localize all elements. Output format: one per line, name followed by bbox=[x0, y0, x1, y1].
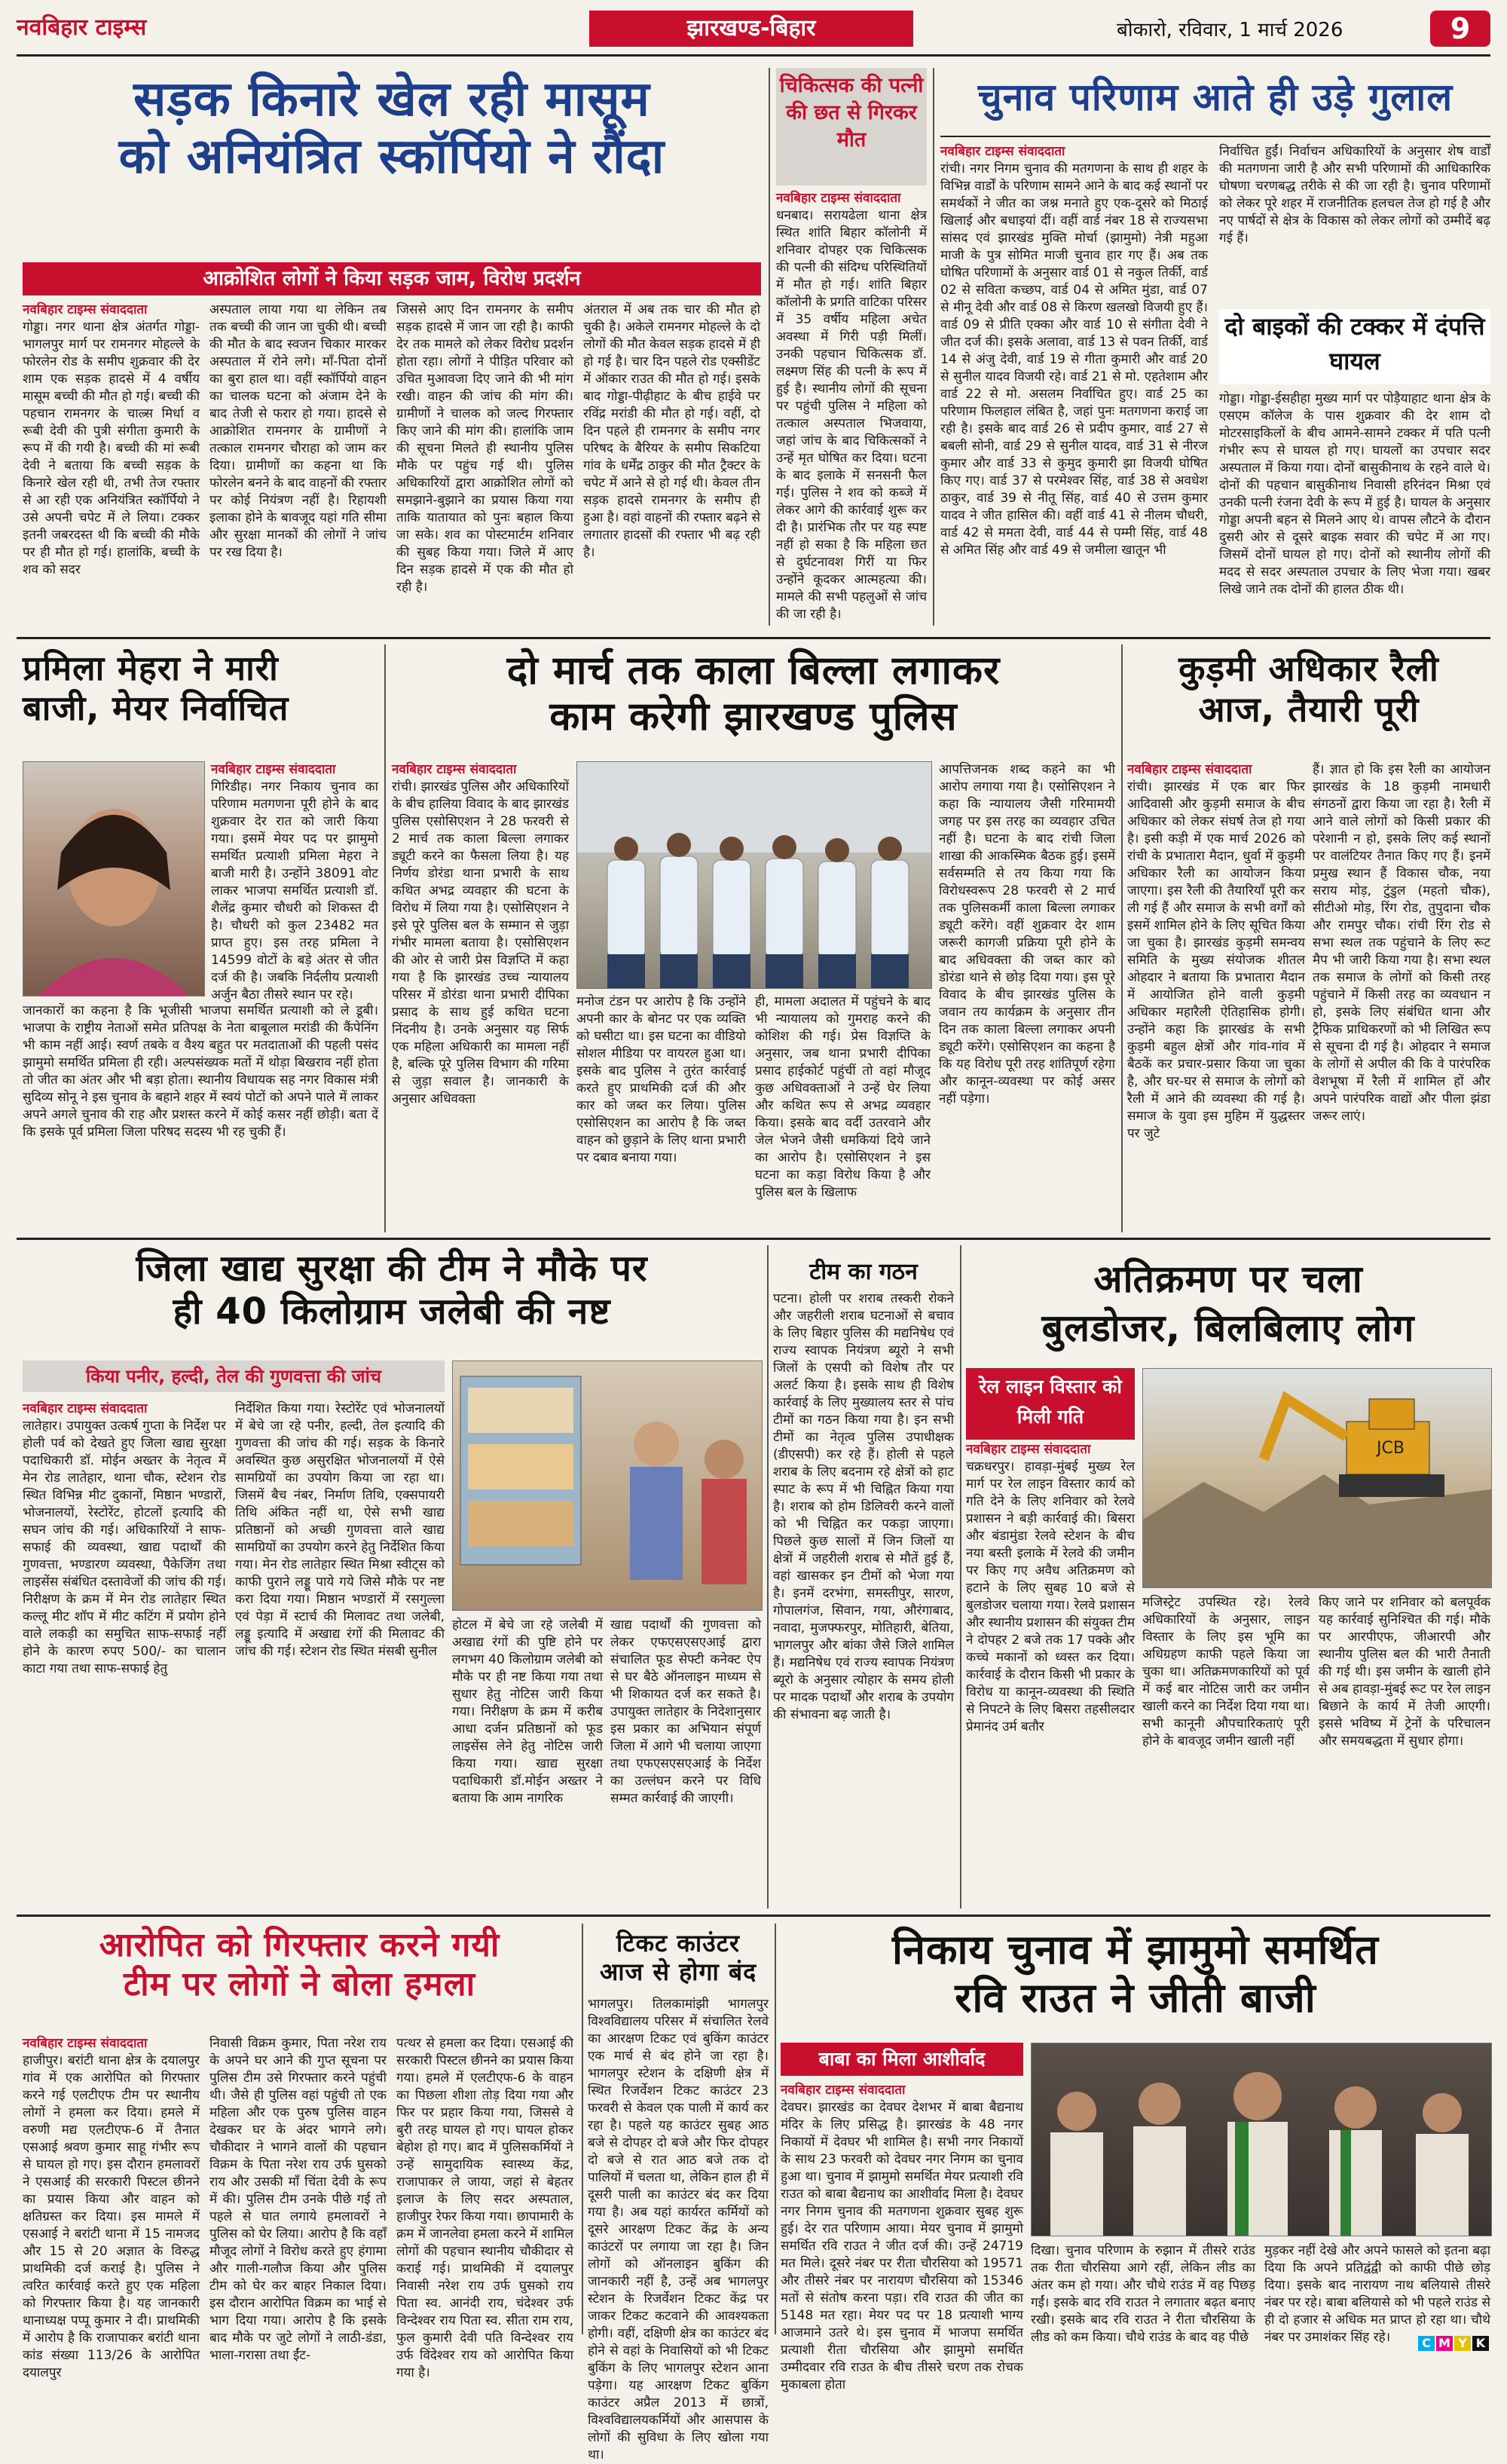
story5-headline bbox=[23, 648, 377, 728]
story2-byline: नवबिहार टाइम्स संवाददाता bbox=[776, 191, 901, 206]
story1-column-4: अंतराल में अब तक चार की मौत हो चुकी है। अकेले रामनगर मोहल्ले के दो लोगों की मौत केवल सड़क हादसे में ही हो गई है। चार दिन पहले रोड एक्सीडेंट में ऑकार राउत की मौत हो गई। इसके बाद गोड्डा-पीढ़ीहाट के बीच हाईवे पर रविंद्र मरांडी की मौत हो गई। वहीं, दो दिन पहले ही रामनगर के समीप नगर परिषद के बैरियर के समीप सिकटिया गांव के धर्मेंद्र ठाकुर की मौत ट्रैक्टर के चपेट में आने से हो गई थी। केवल तीन सड़क हादसे रामनगर के समीप ही हुआ है। वहां वाहनों की रफ्तार बढ़ने से लगातार हादसों की रफ्तार भी बढ़ रही है। bbox=[583, 302, 760, 560]
story3-column-2: निर्वाचित हुईं। निर्वाचन अधिकारियों के अनुसार शेष वार्डों की मतगणना जारी है और सभी परिणामों की आधिकारिक घोषणा चरणबद्ध तरीके से की जा रही है। चुनाव परिणामों को लेकर पूरे शहर में राजनीतिक हलचल तेज हो गई है और नए पार्षदों से क्षेत्र के विकास को लेकर लोगों को उम्मीदें बढ़ गई हैं। bbox=[1219, 144, 1490, 246]
column-divider bbox=[769, 68, 770, 626]
story1-text-1: गोड्डा। नगर थाना क्षेत्र अंतर्गत गोड्डा-भागलपुर मार्ग पर रामनगर मोहल्ले के फोरलेन रोड के समीप शुक्रवार की देर शाम एक सड़क हादसे में 4 वर्षीय मासूम बच्ची की मौत हो गई। बच्ची की पहचान रामनगर के चाल्र्स मिर्धा व रूबी देवी की पुत्री संगीता कुमारी के रूप में की गयी है। बच्ची की मां रूबी देवी ने बताया कि बच्ची सड़क के किनारे खेल रही थी, तभी तेज रफ्तार से आ रही एक अनियंत्रित स्कॉर्पियो ने उसे अपनी चपेट में ले लिया। टक्कर इतनी जबरदस्त थी कि बच्ची की मौके पर ही मौत हो गई। हालांकि, बच्ची के शव को सदर bbox=[23, 320, 200, 577]
story4-headline: दो बाइकों की टक्कर में दंपत्ति घायल bbox=[1219, 309, 1490, 384]
column-divider bbox=[775, 1924, 776, 2334]
story10-headline bbox=[966, 1255, 1490, 1353]
story1-column-1 bbox=[23, 301, 200, 618]
story3-column-1 bbox=[940, 143, 1208, 626]
story13-headline-line2: रवि राउत ने जीती बाजी bbox=[955, 1973, 1316, 2022]
story8-headline-line2: ही 40 किलोग्राम जलेबी की नष्ट bbox=[173, 1290, 611, 1333]
bulldozer-illustration bbox=[1143, 1369, 1491, 1587]
story12-headline-line1: टिकट काउंटर bbox=[616, 1929, 740, 1957]
story6-column-2: मनोज टंडन पर आरोप है कि उन्होंने अपनी कार के बोनट पर एक व्यक्ति को घसीटा था। इस घटना का वीडियो सोशल मीडिया पर वायरल हुआ था। इसके बाद पुलिस ने तुरंत कार्रवाई करते हुए प्राथमिकी दर्ज की और कार को जब्त कर लिया। पुलिस एसोसिएशन का आरोप है कि जब्त वाहन को छुड़ाने के लिए थाना प्रभारी पर दबाव बनाया गया। bbox=[576, 994, 746, 1165]
story2-headline: चिकित्सक की पत्नी की छत से गिरकर मौत bbox=[776, 68, 927, 185]
story6-column-4: आपत्तिजनक शब्द कहने का भी आरोप लगाया गया है। एसोसिएशन ने कहा कि न्यायालय जैसी गरिमामयी जगह पर इस तरह का व्यवहार उचित नहीं है। घटना के बाद रांची जिला शाखा की आकस्मिक बैठक हुई। इसमें सर्वसम्मति से तय किया गया कि विरोधस्वरूप 28 फरवरी से 2 मार्च तक पुलिसकर्मी काला बिल्ला लगाकर ड्यूटी करेंगे। वहीं शुक्रवार देर शाम जरूरी कागजी प्रक्रिया पूरी होने के बाद अधिवक्ता की जब्त कार को डोरंडा थाने से छोड़ दिया गया। इस पूरे विवाद के बीच झारखंड पुलिस के जवान तय कार्यक्रम के अनुसार तीन दिन तक काला बिल्ला लगाकर अपनी ड्यूटी करेंगे। एसोसिएशन का कहना है कि यह विरोध पूरी तरह शांतिपूर्ण रहेगा और कानून-व्यवस्था पर कोई असर नहीं पड़ेगा। bbox=[939, 762, 1115, 1107]
story13-headline bbox=[781, 1926, 1490, 2022]
story1-column-3: जिससे आए दिन रामनगर के समीप सड़क हादसे में जान जा रही है। काफी देर तक मामले को लेकर विरोध प्रदर्शन होता रहा। लोगों ने पीड़ित परिवार को उचित मुआवजा दिए जाने की भी मांग रखी। वाहन की जांच की मांग की। ग्रामीणों ने चालक को जल्द गिरफ्तार किए जाने की मांग की। हालांकि जाम की सूचना मिलते ही स्थानीय पुलिस मौके पर पहुंच गई थी। पुलिस अधिकारियों द्वारा आक्रोशित लोगों को समझाने-बुझाने का प्रयास किया गया ताकि यातायात को पुनः बहाल किया जा सके। शव का पोस्टमार्टम शनिवार की सुबह किया गया। जिले में आए दिन सड़क हादसे में एक की मौत हो रही है। bbox=[396, 302, 573, 595]
story6-headline-line1: दो मार्च तक काला बिल्ला लगाकर bbox=[506, 648, 1001, 693]
story13-subhead: बाबा का मिला आशीर्वाद bbox=[781, 2043, 1023, 2076]
story5-headline-line1: प्रमिला मेहरा ने मारी bbox=[23, 648, 279, 688]
page-number: 9 bbox=[1430, 11, 1490, 47]
story5-headline-line2: बाजी, मेयर निर्वाचित bbox=[23, 688, 289, 729]
black-mark: K bbox=[1472, 2336, 1489, 2351]
section-rule bbox=[17, 637, 1490, 639]
story1-headline bbox=[23, 72, 761, 185]
story10-column-3: किए जाने पर शनिवार को बलपूर्वक यह कार्रवाई सुनिश्चित की गई। मौके पर आरपीएफ, जीआरपी और स्थानीय पुलिस बल की भारी तैनाती की गई थी। इस जमीन के खाली होने से अब हावड़ा-मुंबई रूट पर रेल लाइन बिछाने के कार्य में तेजी आएगी। इससे भविष्य में ट्रेनों के परिचालन और समयबद्धता में सुधार होगा। bbox=[1319, 1595, 1490, 1749]
story4-column: गोड्डा। गोड्डा-ईसहीहा मुख्य मार्ग पर पोड़ैयाहाट थाना क्षेत्र के एसएम कॉलेज के पास शुक्रवार की देर शाम दो मोटरसाइकिलों के बीच आमने-सामने टक्कर में पति पत्नी गंभीर रूप से घायल हो गए। घायलों का उपचार सदर अस्पताल में किया गया। दोनों बासुकीनाथ के रहने वाले थे। दोनों की पहचान बासुकीनाथ निवासी हरिनंदन मिश्रा एवं उनकी पत्नी रंजना देवी के रूप में हुई है। घायल के अनुसार गोड्डा अपनी बहन से मिलने आए थे। वापस लौटने के दौरान दुसरी ओर से दूसरे बाइक सवार की चपेट में आ गए। जिसमें दोनों घायल हो गए। दोनों को स्थानीय लोगों की मदद से सदर अस्पताल उपचार के लिए भेजा गया। खबर लिखे जाने तक दोनों की हालत ठीक थी। bbox=[1219, 391, 1490, 597]
story2-text: धनबाद। सरायढेला थाना क्षेत्र स्थित शांति बिहार कॉलोनी में शनिवार दोपहर एक चिकित्सक की पत्नी की संदिग्ध परिस्थितियों में मौत हो गई। शांति बिहार कॉलोनी के प्रगति वाटिका परिसर में 35 वर्षीय महिला अचेत अवस्था में गिरी पड़ी मिलीं। उनकी पहचान चिकित्सक डॉ. लक्ष्मण सिंह की पत्नी के रूप में हुई है। स्थानीय लोगों की सूचना पर पहुंची पुलिस ने महिला को तत्काल अस्पताल भिजवाया, जहां जांच के बाद चिकित्सकों ने उन्हें मृत घोषित कर दिया। घटना के बाद इलाके में सनसनी फैल गई। पुलिस ने शव को कब्जे में लेकर आगे की कार्रवाई शुरू कर दी है। प्रारंभिक तौर पर यह स्पष्ट नहीं हो सका है कि महिला छत से दुर्घटनावश गिरीं या फिर उन्होंने कूदकर आत्महत्या की। मामले की सभी पहलुओं से जांच की जा रही है। bbox=[776, 208, 927, 622]
story3-rule bbox=[940, 136, 1490, 137]
story5-column-right bbox=[211, 761, 378, 1002]
story10-headline-line1: अतिक्रमण पर चला bbox=[1093, 1257, 1363, 1301]
story6-column-3: ही, मामला अदालत में पहुंचने के बाद भी न्यायालय को गुमराह करने की कोशिश की गई। प्रेस विज्ञप्ति के अनुसार, जब थाना प्रभारी दीपिका प्रसाद हाईकोर्ट पहुंचीं तो वहां मौजूद कुछ अधिवक्ताओं ने उन्हें घेर लिया और कथित रूप से अभद्र व्यवहार किया। इसके बाद वर्दी उतरवाने और जेल भेजने जैसी धमकियां दिये जाने का आरोप है। एसोसिएशन ने इस घटना का कड़ा विरोध किया है और पुलिस बल के खिलाफ bbox=[755, 994, 931, 1200]
story8-column-3: होटल में बेचे जा रहे जलेबी में अखाद्य रंगों की पुष्टि होने पर लगभग 40 किलोग्राम जलेबी को मौके पर ही नष्ट किया गया तथा सुधार हेतु नोटिस जारी किया गया। निरीक्षण के क्रम में करीब आधा दर्जन प्रतिष्ठानों को फूड लाइसेंस लेने हेतु नोटिस जारी किया गया। खाद्य सुरक्षा पदाधिकारी डॉ.मोईन अख्तर ने बताया कि आम नागरिक bbox=[452, 1618, 603, 1806]
story7-column-2: हैं। ज्ञात हो कि इस रैली का आयोजन झारखंड के 18 कुड़मी नामधारी संगठनों द्वारा किया जा रहा है। रैली में आने वाले लोगों को किसी प्रकार की परेशानी न हो, इसके लिए कई स्थानों पर वालंटियर तैनात किए गए हैं। इनमें प्रमुख स्थान हैं विकास चौक, नया सराय मोड़, टुंडुल (महतो चौक), सीटीओ मोड़, रिंग रोड, तुपुदाना चौक और रामपुर चौक। रांची रिंग रोड से सभा स्थल तक पहुंचाने के लिए रूट मैप भी जारी किया गया है। सभा स्थल तक समाज के लोगों को किसी तरह पहुंचाने में किसी तरह का व्यवधान न हो, इसके लिए संबंधित थाना और ट्रैफिक प्राधिकरणों को भी लिखित रूप से सूचना दी गई है। ओहदार ने समाज के लोगों से अपील की कि वे पारंपरिक वेशभूषा में रैली में शामिल हों और अपने पारंपरिक वाद्यों और पीला झंडा जरूर लाएं। bbox=[1313, 762, 1490, 1124]
section-rule bbox=[17, 1238, 1490, 1240]
story11-text-1: हाजीपुर। बरांटी थाना क्षेत्र के दयालपुर गांव में एक आरोपित को गिरफ्तार करने गई एलटीएफ टीम पर स्थानीय लोगों ने हमला कर दिया। हमले में वरुणी मद्य एलटीएफ-6 में तैनात एसआई श्रवण कुमार साहू गंभीर रूप से घायल हो गए। इस दौरान हमलावरों ने एसआई की सरकारी पिस्टल छीनने का प्रयास किया और वाहन को क्षतिग्रस्त कर दिया। इस मामले में एसआई ने बरांटी थाना में 15 नामजद और 15 से 20 अज्ञात के विरुद्ध प्राथमिकी दर्ज कराई है। पुलिस ने त्वरित कार्रवाई करते हुए एक महिला को गिरफ्तार किया है। यह जानकारी थानाध्यक्ष पप्पू कुमार ने दी। प्राथमिकी में आरोप है कि राजापाकर बरांटी थाना कांड संख्या 113/26 के आरोपित दयालपुर bbox=[23, 2053, 200, 2380]
column-divider bbox=[767, 1245, 769, 1908]
story3-byline: नवबिहार टाइम्स संवाददाता bbox=[940, 144, 1065, 159]
story5-text-1: गिरिडीह। नगर निकाय चुनाव का परिणाम मतगणना पूरी होने के बाद शुक्रवार देर रात को जारी किया गया। इसमें मेयर पद पर झामुमो समर्थित प्रत्याशी प्रमिला मेहरा ने बाजी मारी है। उन्होंने 38091 वोट लाकर भाजपा समर्थित प्रत्याशी डॉ. शैलेंद्र कुमार चौधरी को शिकस्त दी है। चौधरी को कुल 23482 मत प्राप्त हुए। इस तरह प्रमिला ने 14599 वोटों के बड़े अंतर से जीत दर्ज की है। जबकि निर्दलीय प्रत्याशी अर्जुन बैठा तीसरे स्थान पर रहे। bbox=[211, 779, 378, 1002]
story6-headline-line2: काम करेगी झारखण्ड पुलिस bbox=[549, 694, 958, 740]
story1-headline-line1: सड़क किनारे खेल रही मासूम bbox=[133, 72, 650, 127]
magenta-mark: M bbox=[1436, 2336, 1453, 2351]
story10-subhead: रेल लाइन विस्तार को मिली गति bbox=[966, 1368, 1135, 1440]
police-photo bbox=[576, 761, 932, 989]
story10-column-1 bbox=[966, 1441, 1135, 1901]
story12-headline-line2: आज से होगा बंद bbox=[599, 1957, 757, 1986]
story1-subhead: आक्रोशित लोगों ने किया सड़क जाम, विरोध प्रदर्शन bbox=[23, 262, 761, 295]
story9-column: पटना। होली पर शराब तस्करी रोकने और जहरीली शराब घटनाओं से बचाव के लिए बिहार पुलिस की मद्यनिषेध एवं राज्य स्वापक नियंत्रण ब्यूरो ने सभी जिलों के एसपी को विशेष तौर पर अलर्ट किया है। इसके साथ ही विशेष कार्रवाई के लिए मुख्यालय स्तर से पांच टीमों का गठन किया गया है। इन सभी टीमों का नेतृत्व पुलिस उपाधीक्षक (डीएसपी) कर रहे हैं। होली से पहले शराब के लिए बदनाम रहे क्षेत्रों को हाट स्पाट के रूप में भी चिह्नित किया गया है। शराब को होम डिलिवरी करने वालों को भी चिह्नित कर पकड़ा जाएगा। पिछले कुछ सालों में जिन जिलों या क्षेत्रों में जहरीली शराब से मौतें हुई हैं, वहां खासकर इन टीमों को भेजा गया है। इनमें दरभंगा, समस्तीपुर, सारण, गोपालगंज, सिवान, गया, औरंगाबाद, नवादा, मुजफ्फरपुर, मोतिहारी, बेतिया, भागलपुर और बांका जैसे जिले शामिल हैं। मद्यनिषेध एवं राज्य स्वापक नियंत्रण ब्यूरो के अनुसार त्योहार के समय होली पर मादक पदार्थों और शराब के उपयोग की संभावना बढ़ जाती है। bbox=[773, 1291, 954, 1722]
jcb-label: JCB bbox=[1377, 1439, 1405, 1458]
story10-text-1: चक्रधरपुर। हावड़ा-मुंबई मुख्य रेल मार्ग पर रेल लाइन विस्तार कार्य को गति देने के लिए शनिवार को रेलवे प्रशासन ने बड़ी कार्रवाई की। बिसरा और बंडामुंडा रेलवे स्टेशन के बीच नया बस्ती इलाके में रेलवे की जमीन पर किए गए अवैध अतिक्रमण को हटाने के लिए सुबह 10 बजे से बुलडोजर चलाया गया। रेलवे प्रशासन और स्थानीय प्रशासन की संयुक्त टीम ने दोपहर 2 बजे तक 17 पक्के और कच्चे मकानों को ध्वस्त कर दिया। कार्रवाई के दौरान किसी भी प्रकार के विरोध या कानून-व्यवस्था की स्थिति से निपटने के लिए बिसरा तहसीलदार प्रेमानंद उर्म बतौर bbox=[966, 1459, 1135, 1734]
column-divider bbox=[1121, 644, 1123, 1232]
story13-byline: नवबिहार टाइम्स संवाददाता bbox=[781, 2083, 906, 2098]
story3-headline: चुनाव परिणाम आते ही उड़े गुलाल bbox=[977, 75, 1454, 119]
story3-text-1: रांची। नगर निगम चुनाव की मतगणना के साथ ही शहर के विभिन्न वार्डों के परिणाम सामने आने के बाद कई स्थानों पर समर्थकों ने जीत का जश्न मनाते हुए एक-दूसरे को मिठाई खिलाई और बधाइयां दीं। वहीं वार्ड नंबर 18 से राज्यसभा सांसद एवं झारखंड मुक्ति मोर्चा (झामुमो) नेत्री महुआ माजी के पुत्र सोमित माजी चुनाव हार गए हैं। अब तक घोषित परिणामों के अनुसार वार्ड 01 से नकुल तिर्की, वार्ड 02 से सविता कच्छप, वार्ड 04 से अमित मुंडा, वार्ड 07 से मीनू देवी और वार्ड 08 से किरण खलखो विजयी हुए हैं। वार्ड 09 से प्रीति एक्का और वार्ड 10 से संगीता देवी ने जीत दर्ज की। इसके अलावा, वार्ड 13 से पवन तिर्की, वार्ड 14 से अंजु देवी, वार्ड 19 से गीता कुमारी और वार्ड 20 से सुनील यादव विजयी रहे। वार्ड 21 से मो. एहतेशाम और वार्ड 22 से मो. असलम निर्वाचित हुए। वार्ड 25 का परिणाम फिलहाल लंबित है, जहां पुनः मतगणना कराई जा रही है। इसके बाद वार्ड 26 से प्रदीप कुमार, वार्ड 27 से बबली सोनी, वार्ड 29 से सुनील यादव, वार्ड 31 से नीरज कुमार और वार्ड 33 से कुमुद कुमारी झा विजयी घोषित किए गए। वार्ड 37 से परमेश्वर सिंह, वार्ड 38 से अवधेश ठाकुर, वार्ड 39 से नीतू सिंह, वार्ड 40 से उत्तम कुमार यादव ने जीत हासिल की। वहीं वार्ड 41 से नीलम चौधरी, वार्ड 42 से ममता देवी, वार्ड 44 से पम्मी सिंह, वार्ड 48 से अमित सिंह और वार्ड 49 से जमीला खातून भी bbox=[940, 161, 1208, 558]
story8-headline-line1: जिला खाद्य सुरक्षा की टीम ने मौके पर bbox=[136, 1247, 648, 1290]
masthead-rule bbox=[17, 54, 1490, 57]
bulldozer-photo bbox=[1142, 1368, 1492, 1588]
story12-column: भागलपुर। तिलकामांझी भागलपुर विश्वविद्यालय परिसर में संचालित रेलवे का आरक्षण टिकट एवं बुकिंग काउंटर एक मार्च से बंद होने जा रहा है। भागलपुर स्टेशन के दक्षिणी क्षेत्र में स्थित रिजर्वेशन टिकट काउंटर 23 फरवरी से केवल एक पाली में कार्य कर रहा है। पहले यह काउंटर सुबह आठ बजे से दोपहर दो बजे और फिर दोपहर दो बजे से रात आठ बजे तक दो पालियों में चलता था, लेकिन हाल ही में दूसरी पाली का काउंटर बंद कर दिया गया है। अब यहां कार्यरत कर्मियों को दूसरे आरक्षण टिकट केंद्र के अन्य काउंटरों पर लगाया जा रहा है। जिन लोगों को ऑनलाइन बुकिंग की जानकारी नहीं है, उन्हें अब भागलपुर स्टेशन के रिजर्वेशन टिकट केंद्र पर जाकर टिकट कटवाने की आवश्यकता होगी। वहीं, दक्षिणी क्षेत्र का काउंटर बंद होने से वहां के निवासियों को भी टिकट बुकिंग के लिए भागलपुर स्टेशन आना पड़ेगा। यह आरक्षण टिकट बुकिंग काउंटर अप्रैल 2013 में छात्रों, विश्वविद्यालयकर्मियों और आसपास के लोगों की सुविधा के लिए खोला गया था। bbox=[588, 1997, 769, 2462]
story1-column-2: अस्पताल लाया गया था लेकिन तब तक बच्ची की जान जा चुकी थी। बच्ची की मौत के बाद स्वजन चिकार मारकर अस्पताल में रोने लगे। माँ-पिता दोनों का बुरा हाल था। वहीं स्कॉर्पियो वाहन का चालक घटना को अंजाम देने के बाद तेजी से फरार हो गया। हादसे से आक्रोशित रामनगर के ग्रामीणों ने तत्काल रामनगर चौराहा को जाम कर दिया। ग्रामीणों का कहना था कि फोरलेन बनने के बाद वाहनों की रफ्तार पर कोई नियंत्रण नहीं है। रिहायशी इलाका होने के बावजूद यहां गति सीमा और सुरक्षा मानकों की लोगों ने जांच पर रख दिया है। bbox=[209, 302, 387, 560]
story8-column-2: निर्देशित किया गया। रेस्टोरेंट एवं भोजनालयों में बेचे जा रहे पनीर, हल्दी, तेल इत्यादि की गुणवत्ता की जांच की गई। सड़क के किनारे अवस्थित कुछ असुरक्षित भोजनालयों में ऐसे सामग्रियों का उपयोग किया जा रहा था। जिसमें बैच नंबर, निर्माण तिथि, एक्सपायरी तिथि अंकित नहीं था, ऐसे सभी खाद्य प्रतिष्ठानों को अच्छी गुणवत्ता वाले खाद्य सामग्रियों का उपयोग करने हेतु निर्देशित किया गया। मेन रोड लातेहार स्थित मिश्रा स्वीट्स को काफी पुराने लड्डू पाये गये जिसे मौके पर नष्ट करा दिया गया। मिष्ठान भण्डारों में रसगुल्ला एवं पेड़ा में स्टार्च की मिलावट तथा जलेबी, लड्डू इत्यादि में अखाद्य रंगों की मिलावट की जांच की गई। स्टेशन रोड स्थित मंसबी सुनील bbox=[235, 1401, 445, 1659]
section-label: झारखण्ड-बिहार bbox=[589, 11, 913, 47]
story11-byline: नवबिहार टाइम्स संवाददाता bbox=[23, 2036, 148, 2051]
story8-text-1: लातेहार। उपायुक्त उत्कर्ष गुप्ता के निर्देश पर होली पर्व को देखते हुए जिला खाद्य सुरक्षा पदाधिकारी डॉ. मोईन अख्तर के नेतृत्व में मेन रोड लातेहार, थाना चौक, स्टेशन रोड स्थित विभिन्न मीट दुकानों, मिष्ठान भण्डारों, भोजनालयों, रेस्टोरेंट, होटलों इत्यादि की सघन जांच की गई। अधिकारियों ने साफ-सफाई की व्यवस्था, खाद्य पदार्थों की गुणवत्ता, भण्डारण व्यवस्था, पैकेजिंग तथा लाइसेंस संबंधित दस्तावेजों की जांच की गई। निरीक्षण के क्रम में मेन रोड लातेहार स्थित कल्लू मीट शॉप में मीट कटिंग में प्रयोग होने वाले लकड़ी का समुचित साफ-सफाई नहीं होने के कारण रुपए 500/- का चालान काटा गया तथा साफ-सफाई हेतु bbox=[23, 1419, 226, 1676]
mayor-photo bbox=[23, 761, 205, 996]
crowd-celebration-illustration bbox=[1032, 2043, 1491, 2236]
column-divider bbox=[384, 644, 386, 1232]
story11-headline-line1: आरोपित को गिरफ्तार करने गयी bbox=[99, 1926, 500, 1964]
dateline: बोकारो, रविवार, 1 मार्च 2026 bbox=[1117, 19, 1343, 41]
section-rule bbox=[17, 1915, 1490, 1917]
story7-column-1 bbox=[1127, 761, 1305, 1229]
yellow-mark: Y bbox=[1454, 2336, 1471, 2351]
story10-byline: नवबिहार टाइम्स संवाददाता bbox=[966, 1442, 1091, 1457]
story11-column-1 bbox=[23, 2035, 200, 2380]
story13-text-1: देवघर। झारखंड का देवघर देशभर में बाबा बैद्यनाथ मंदिर के लिए प्रसिद्ध है। झारखंड के 48 नगर निकायों में देवघर भी शामिल है। सभी नगर निकायों के साथ 23 फरवरी को देवघर नगर निगम का चुनाव हुआ था। चुनाव में झामुमो समर्थित मेयर प्रत्याशी रवि राउत को बाबा बैद्यनाथ का आशीर्वाद मिला है। देवघर नगर निगम चुनाव की मतगणना शुक्रवार सुबह शुरू हुई। देर रात परिणाम आया। मेयर चुनाव में झामुमो समर्थित रवि राउत ने जीत दर्ज की। उन्हें 24719 मत मिले। दूसरे नंबर पर रीता चौरसिया को 19571 और तीसरे नंबर पर नारायण चौरसिया को 15346 मतों से संतोष करना पड़ा। रवि राउत की जीत का 5148 मत रहा। मेयर पद पर 18 प्रत्याशी भाग्य आजमाने उतरे थे। इस चुनाव में भाजपा समर्थित प्रत्याशी रीता चौरसिया और झामुमो समर्थित उम्मीदवार रवि राउत के बीच तीसरे चरण तक रोचक मुकाबला होता bbox=[781, 2100, 1023, 2392]
story6-byline: नवबिहार टाइम्स संवाददाता bbox=[392, 762, 517, 777]
story12-headline bbox=[588, 1930, 769, 1987]
story7-headline bbox=[1127, 648, 1490, 730]
story11-headline-line2: टीम पर लोगों ने बोला हमला bbox=[124, 1964, 475, 2003]
story13-column-1 bbox=[781, 2082, 1023, 2392]
story13-column-3: मुड़कर नहीं देखे और अपने फासले को इतना बढ़ा दिया कि अपने प्रतिद्वंद्वी को काफी पीछे छोड़ दिया। इसके बाद नारायण नाथ बलियासे तीसरे नंबर पर रहे। बाबा बलियासे को भी पहले राउंड से ही दो हजार से अधिक मत प्राप्त हो रहा था। चौथे नंबर पर उमाशंकर सिंह रहे। bbox=[1264, 2243, 1490, 2345]
story11-column-2: निवासी विक्रम कुमार, पिता नरेश राय के अपने घर आने की गुप्त सूचना पर पुलिस टीम उसे गिरफ्तार करने पहुंची थी। जैसे ही पुलिस वहां पहुंची तो एक महिला और एक पुरुष पुलिस वाहन देखकर घर के अंदर भागने लगे। चौकीदार ने भागने वालों की पहचान विक्रम के पिता नरेश राय उर्फ घुसको राय और उसकी माँ चिंता देवी के रूप में की। पुलिस टीम उनके पीछे गई तो पहले से घात लगाये हमलावरों ने पुलिस को घेर लिया। आरोप है कि वहाँ मौजूद लोगों ने विरोध करते हुए हंगामा और गाली-गलौज किया और पुलिस टीम को घेर कर बाहर निकाल दिया। इस दौरान आरोपित विक्रम का भाई से भाग दिया गया। आरोप है कि इसके बाद मौके पर जुटे लोगों ने लाठी-डंडा, भाला-गरासा तथा ईंट- bbox=[209, 2036, 387, 2363]
newspaper-name: नवबिहार टाइम्स bbox=[17, 14, 147, 41]
portrait-illustration bbox=[23, 762, 204, 996]
cyan-mark: C bbox=[1418, 2336, 1435, 2351]
story5-column-bottom: जानकारों का कहना है कि भूजीसी भाजपा समर्थित प्रत्याशी को ले डूबी। भाजपा के राष्ट्रीय नेताओं समेत प्रतिपक्ष के नेता बाबूलाल मरांडी की कैंपेनिंग भी काम नहीं आई। स्वर्ण तबके व वैश्य बहुत पर मतदाताओं की पहली पसंद झामुमो समर्थित प्रमिला ही रही। अल्पसंख्यक मतों में थोड़ा बिखराव नहीं होता तो जीत का अंतर और भी बड़ा होता। स्थानीय विधायक सह नगर विकास मंत्री सुदिव्य सोनू ने इस चुनाव के बहाने शहर में स्वयं पोटों को अपने पाले में लाकर अपने अगले चुनाव की राह और प्रशस्त करने में कोई कसर नहीं छोड़ी। बता दें कि इसके पूर्व प्रमिला जिला परिषद सदस्य भी रह चुकी हैं। bbox=[23, 1003, 378, 1140]
story8-headline bbox=[23, 1247, 761, 1333]
story10-headline-line2: बुलडोजर, बिलबिलाए लोग bbox=[1041, 1306, 1415, 1350]
story2-column bbox=[776, 190, 927, 620]
story9-headline: टीम का गठन bbox=[809, 1259, 918, 1285]
celebration-photo bbox=[1031, 2043, 1492, 2236]
story6-column-1 bbox=[392, 761, 569, 1229]
story1-byline: नवबिहार टाइम्स संवाददाता bbox=[23, 302, 148, 317]
story8-byline: नवबिहार टाइम्स संवाददाता bbox=[23, 1401, 148, 1416]
story8-column-4: खाद्य पदार्थों की गुणवत्ता को लेकर एफएसएसएआई द्वारा संचालित फूड सेफ्टी कनेक्ट ऐप से घर बैठे ऑनलाइन माध्यम से भी शिकायत दर्ज कर सकते है। उपायुक्त लातेहार के निदेशानुसार इस प्रकार का अभियान संपूर्ण जिला में आगे भी चलाया जाएगा तथा एफएसएसएआई के निर्देश का उल्लंघन करने पर विधि सम्मत कार्रवाई की जाएगी। bbox=[610, 1618, 761, 1806]
column-divider bbox=[933, 68, 934, 626]
story10-column-2: मजिस्ट्रेट उपस्थित रहे। रेलवे अधिकारियों के अनुसार, लाइन विस्तार के लिए इस भूमि का अधिग्रहण काफी पहले किया जा चुका था। अतिक्रमणकारियों को पूर्व में कई बार नोटिस जारी कर जमीन खाली करने का निर्देश दिया गया था। सभी कानूनी औपचारिकताएं पूरी होने के बावजूद जमीन खाली नहीं bbox=[1142, 1595, 1310, 1749]
masthead bbox=[17, 11, 1490, 53]
story11-headline bbox=[23, 1926, 576, 2004]
story7-byline: नवबिहार टाइम्स संवाददाता bbox=[1127, 762, 1252, 777]
police-officers-illustration bbox=[577, 762, 931, 988]
story5-byline: नवबिहार टाइम्स संवाददाता bbox=[211, 762, 336, 777]
story7-headline-line2: आज, तैयारी पूरी bbox=[1198, 689, 1420, 730]
story13-headline-line1: निकाय चुनाव में झामुमो समर्थित bbox=[892, 1926, 1379, 1973]
story11-column-3: पत्थर से हमला कर दिया। एसआई की सरकारी पिस्टल छीनने का प्रयास किया गया। हमले में एलटीएफ-6 के वाहन का पिछला शीशा तोड़ दिया गया और फिर पर प्रहार किया गया, जिससे वे बुरी तरह घायल हो गए। घायल होकर बेहोश हो गए। बाद में पुलिसकर्मियों ने उन्हें सामुदायिक स्वास्थ्य केंद्र, राजापाकर ले जाया, जहां से बेहतर इलाज के लिए सदर अस्पताल, हाजीपुर रेफर किया गया। छापामारी के क्रम में जानलेवा हमला करने में शामिल लोगों की पहचान स्थानीय चौकीदार से कराई गई। प्राथमिकी में दयालपुर निवासी नरेश राय उर्फ घुसको राय पिता स्व. आनंदी राय, चंदेश्वर उर्फ विन्देश्वर राय पिता स्व. सीता राम राय, फुल कुमारी देवी पति विन्देश्वर राय उर्फ विंदेश्वर राय को आरोपित किया गया है। bbox=[396, 2036, 573, 2380]
story7-headline-line1: कुड़मी अधिकार रैली bbox=[1178, 648, 1439, 689]
shop-inspection-illustration bbox=[453, 1361, 762, 1610]
column-divider bbox=[960, 1245, 961, 1908]
story1-headline-line2: को अनियंत्रित स्कॉर्पियो ने रौंदा bbox=[118, 128, 665, 185]
food-inspection-photo bbox=[452, 1361, 763, 1611]
column-divider bbox=[582, 1924, 583, 2334]
story8-column-1 bbox=[23, 1400, 226, 1902]
story7-text-1: रांची। झारखंड में एक बार फिर आदिवासी और कुड़मी समाज के बीच अधिकार को लेकर संघर्ष तेज हो गया है। इसी कड़ी में एक मार्च 2026 को रांची के प्रभातारा मैदान, धुर्वा में कुड़मी अधिकार रैली का आयोजन किया जाएगा। इस रैली की तैयारियाँ पूरी कर ली गई हैं और समाज के सभी वर्गों को इसमें शामिल होने के लिए सूचित किया जा चुका है। झारखंड कुड़मी समन्वय समिति के मुख्य संयोजक शीतल ओहदार ने बताया कि प्रभातारा मैदान में आयोजित होने वाली कुड़मी अधिकार महारैली ऐतिहासिक होगी। उन्होंने कहा कि झारखंड के सभी कुड़मी बहुल क्षेत्रों और गांव-गांव में बैठकें कर प्रचार-प्रसार किया जा चुका है, और घर-घर से समाज के लोगों को रैली में आने की व्यवस्था की गई है। समाज के युवा इस मुहिम में युद्धस्तर पर जुटे bbox=[1127, 779, 1305, 1141]
color-registration-marks bbox=[1417, 2336, 1489, 2351]
story13-column-2: दिखा। चुनाव परिणाम के रुझान में तीसरे राउंड तक रीता चौरसिया आगे रहीं, लेकिन लीड का अंतर कम हो गया। और चौथे राउंड में वह पिछड़ गईं। इसके बाद रवि राउत ने लगातार बढ़त बनाए रखी। इसके बाद रवि राउत ने रीता चौरसिया के लीड को कम किया। चौथे राउंड के बाद वह पीछे bbox=[1031, 2243, 1255, 2345]
story8-subhead: किया पनीर, हल्दी, तेल की गुणवत्ता की जांच bbox=[23, 1361, 445, 1392]
story6-text-1: रांची। झारखंड पुलिस और अधिकारियों के बीच हालिया विवाद के बाद झारखंड पुलिस एसोसिएशन ने 28 फरवरी से 2 मार्च तक काला बिल्ला लगाकर ड्यूटी करने का फैसला लिया है। यह निर्णय डोरंडा थाना प्रभारी के साथ कथित अभद्र व्यवहार की घटना के विरोध में लिया गया है। एसोसिएशन ने इसे पूरे पुलिस बल के सम्मान से जुड़ा गंभीर मामला बताया है। एसोसिएशन की ओर से जारी प्रेस विज्ञप्ति में कहा गया है कि झारखंड उच्च न्यायालय परिसर में डोरंडा थाना प्रभारी दीपिका प्रसाद के साथ हुई कथित घटना निंदनीय है। उनके अनुसार यह सिर्फ एक महिला अधिकारी का मामला नहीं है, बल्कि पूरे पुलिस विभाग की गरिमा से जुड़ा सवाल है। जानकारी के अनुसार अधिवक्ता bbox=[392, 779, 569, 1107]
story6-headline bbox=[392, 648, 1115, 741]
